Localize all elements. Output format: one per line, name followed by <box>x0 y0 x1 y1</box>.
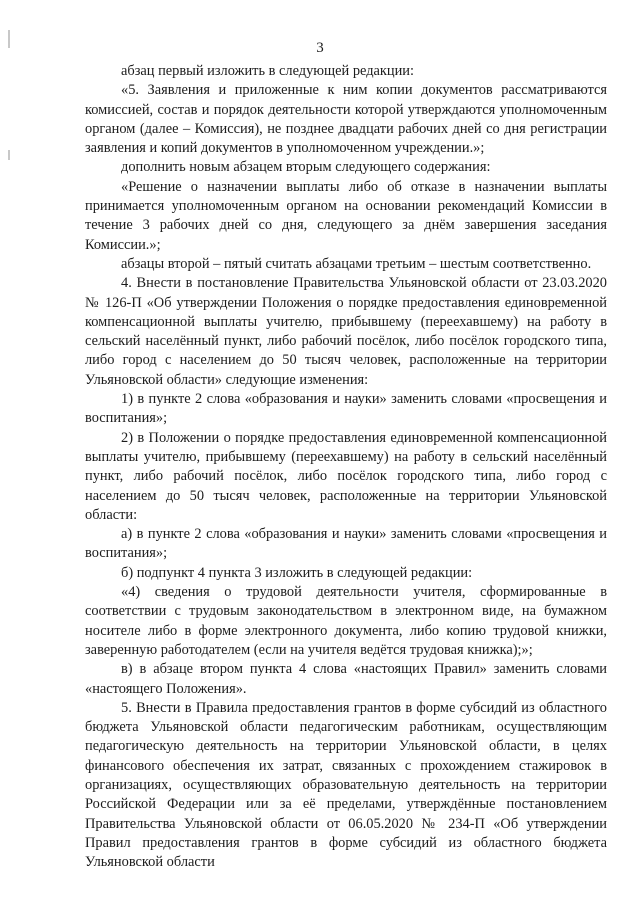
document-body <box>85 62 607 872</box>
paragraph: «5. Заявления и приложенные к ним копии документов рассматриваются комиссией, состав и порядок деятельности которой утверждаются уполномоченным органом (далее – Комиссия), не позднее двадцати рабочих дней со дня регистрации заявления и копий документов в уполномоченном учреждении.»; <box>85 82 607 157</box>
paragraph: абзацы второй – пятый считать абзацами третьим – шестым соответственно. <box>121 255 592 272</box>
paragraph: «Решение о назначении выплаты либо об отказе в назначении выплаты принимается уполномоченным органом на основании рекомендаций Комиссии в течение 3 рабочих дней со дня, следующего за днём завершения заседания Комиссии.»; <box>85 178 607 253</box>
paragraph: 4. Внести в постановление Правительства Ульяновской области от 23.03.2020 № 126-П «Об утверждении Положения о порядке предоставления единовременной компенсационной выплаты учителю, прибывшему (переехавшему) на работу в сельский населённый пункт, либо рабочий посёлок, либо посёлок городского типа, либо город с населением до 50 тысяч человек, расположенные на территории Ульяновской области» следующие изменения: <box>85 275 607 388</box>
paragraph: дополнить новым абзацем вторым следующего содержания: <box>121 159 491 176</box>
paragraph: 1) в пункте 2 слова «образования и науки» заменить словами «просвещения и воспитания»; <box>85 391 607 427</box>
paragraph: а) в пункте 2 слова «образования и науки» заменить словами «просвещения и воспитания»; <box>85 526 607 562</box>
paragraph: 2) в Положении о порядке предоставления единовременной компенсационной выплаты учителю, прибывшему (переехавшему) на работу в сельский населённый пункт, либо рабочий посёлок, либо посёлок городского типа, либо город с населением до 50 тысяч человек, расположенные на территории Ульяновской области: <box>85 429 607 523</box>
paragraph: б) подпункт 4 пункта 3 изложить в следующей редакции: <box>121 564 473 581</box>
paragraph: абзац первый изложить в следующей редакции: <box>121 63 415 79</box>
paragraph: в) в абзаце втором пункта 4 слова «настоящих Правил» заменить словами «настоящего Положения». <box>85 661 607 697</box>
paragraph: 5. Внести в Правила предоставления грантов в форме субсидий из областного бюджета Ульяновской области педагогическим работникам, осуществляющим педагогическую деятельность на территории Ульяновской области, в целях финансового обеспечения их затрат, связанных с прохождением стажировок в организациях, осуществляющих образовательную деятельность на территории Российской Федерации или за её пределами, утверждённые постановлением Правительства Ульяновской области от 06.05.2020 № 234-П «Об утверждении Правил предоставления грантов в форме субсидий из областного бюджета Ульяновской области <box>85 699 607 871</box>
scan-margin-mark <box>8 150 10 160</box>
page-number: 3 <box>316 40 324 56</box>
paragraph: «4) сведения о трудовой деятельности учителя, сформированные в соответствии с трудовым законодательством в электронном виде, на бумажном носителе либо в форме электронного документа, либо копию трудовой книжки, заверенную работодателем (если на учителя ведётся трудовая книжка);»; <box>85 584 607 658</box>
